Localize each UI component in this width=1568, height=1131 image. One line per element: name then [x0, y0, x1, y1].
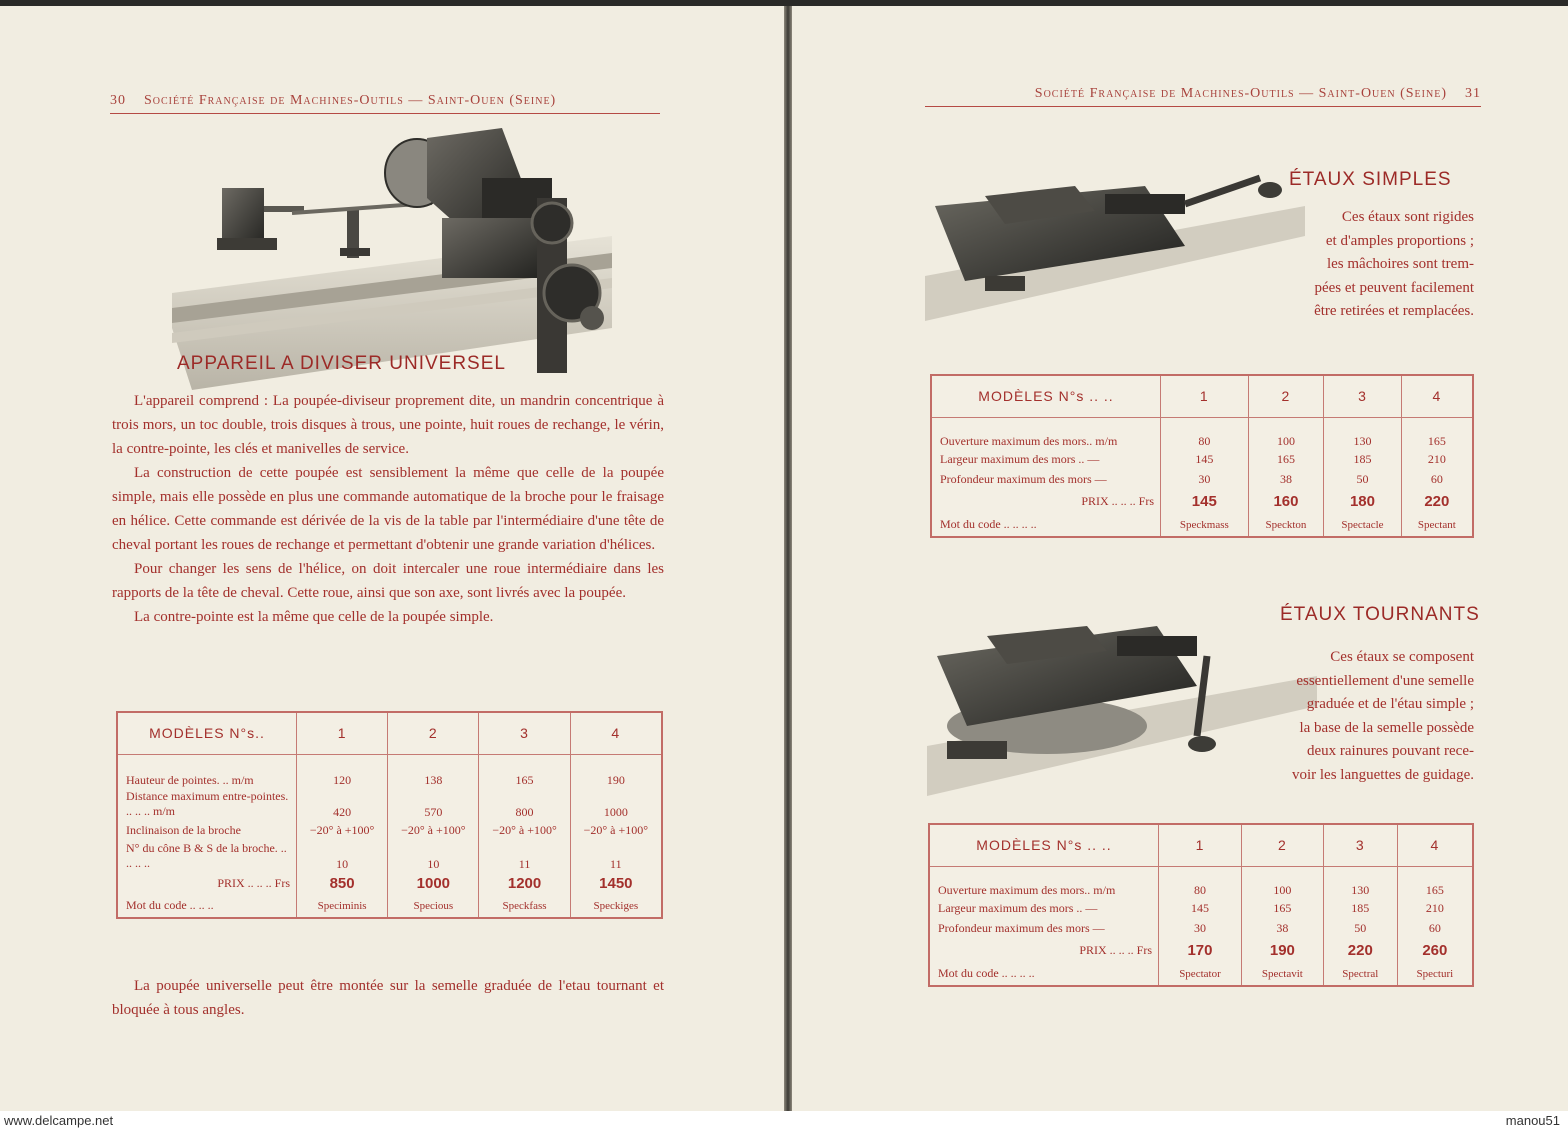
cell: 30: [1159, 918, 1242, 938]
cell: 60: [1397, 918, 1473, 938]
cell: 100: [1241, 866, 1323, 898]
code-word: Speckton: [1248, 513, 1324, 537]
model-number: 1: [1159, 824, 1242, 866]
swivel-vise-text: [1232, 646, 1474, 787]
text-line: Ces étaux se composent: [1330, 649, 1474, 665]
cell: 165: [1248, 449, 1324, 469]
cell: 185: [1324, 449, 1401, 469]
cell: 130: [1324, 417, 1401, 449]
text-line: pées et peuvent facilement: [1314, 279, 1474, 296]
cell: 38: [1248, 469, 1324, 489]
model-number: 3: [1324, 375, 1401, 417]
text-line: Ces étaux sont rigides: [1341, 209, 1474, 225]
cell: 165: [1401, 417, 1473, 449]
code-word: Specious: [388, 894, 479, 918]
cell: 165: [1397, 866, 1473, 898]
code-word: Speckfass: [479, 894, 570, 918]
dividing-head-spec-table: [116, 711, 663, 919]
booklet-spread: [0, 6, 1568, 1111]
cell: 38: [1241, 918, 1323, 938]
row-label: Ouverture maximum des mors.. m/m: [938, 883, 1116, 897]
table-header-label: MODÈLES N°s .. ..: [929, 824, 1159, 866]
cell: 80: [1159, 866, 1242, 898]
cell: 60: [1401, 469, 1473, 489]
model-number: 4: [570, 712, 662, 754]
price: 1200: [479, 872, 570, 894]
code-word: Speciminis: [297, 894, 388, 918]
model-number: 2: [388, 712, 479, 754]
cell: 80: [1161, 417, 1249, 449]
code-word: Speckiges: [570, 894, 662, 918]
paragraph: La contre-pointe est la même que celle de la poupée simple.: [134, 609, 494, 625]
running-title: Société Française de Machines-Outils — Saint-Ouen (Seine): [1034, 86, 1447, 101]
cell: −20° à +100°: [297, 820, 388, 840]
cell: 120: [297, 754, 388, 788]
cell: 145: [1159, 898, 1242, 918]
price-label: PRIX .. .. .. Frs: [1081, 493, 1154, 508]
model-number: 2: [1241, 824, 1323, 866]
price: 145: [1161, 489, 1249, 513]
code-word: Spectacle: [1324, 513, 1401, 537]
text-line: graduée et de l'étau simple ;: [1306, 696, 1474, 712]
model-number: 3: [1323, 824, 1397, 866]
page-number: 31: [1465, 86, 1481, 101]
cell: 165: [479, 754, 570, 788]
price: 190: [1241, 938, 1323, 962]
cell: 210: [1401, 449, 1473, 469]
page-number: 30: [110, 93, 126, 108]
left-page-header: [110, 93, 660, 114]
cell: 130: [1323, 866, 1397, 898]
text-line: voir les languettes de guidage.: [1291, 766, 1474, 783]
model-number: 3: [479, 712, 570, 754]
code-label: Mot du code .. .. .. ..: [938, 966, 1035, 980]
cell: 185: [1323, 898, 1397, 918]
code-label: Mot du code .. .. .. ..: [940, 517, 1037, 531]
price: 180: [1324, 489, 1401, 513]
price-label: PRIX .. .. .. Frs: [1079, 942, 1152, 957]
model-number: 1: [1161, 375, 1249, 417]
footnote-text: [112, 974, 664, 1022]
cell: −20° à +100°: [570, 820, 662, 840]
cell: 420: [297, 788, 388, 820]
book-gutter: [784, 6, 792, 1111]
code-label: Mot du code .. .. ..: [126, 898, 214, 912]
cell: 138: [388, 754, 479, 788]
cell: 10: [388, 840, 479, 872]
dividing-head-photo: [172, 118, 612, 390]
cell: 11: [479, 840, 570, 872]
row-label: N° du cône B & S de la broche. .. .. .. ..: [126, 841, 287, 870]
cell: 570: [388, 788, 479, 820]
code-word: Spectant: [1401, 513, 1473, 537]
model-number: 4: [1397, 824, 1473, 866]
cell: 100: [1248, 417, 1324, 449]
row-label: Distance maximum entre-pointes. .. .. .. m/m: [126, 789, 289, 818]
cell: 50: [1323, 918, 1397, 938]
price: 1450: [570, 872, 662, 894]
cell: −20° à +100°: [388, 820, 479, 840]
watermark-left: www.delcampe.net: [4, 1113, 114, 1128]
section-title-dividing-head: APPAREIL A DIVISER UNIVERSEL: [177, 353, 506, 374]
row-label: Profondeur maximum des mors —: [938, 920, 1105, 935]
text-line: les mâchoires sont trem-: [1326, 256, 1474, 272]
model-number: 1: [297, 712, 388, 754]
code-word: Spectral: [1323, 962, 1397, 986]
row-label: Hauteur de pointes. .. m/m: [126, 773, 254, 787]
cell: 190: [570, 754, 662, 788]
cell: 800: [479, 788, 570, 820]
model-number: 2: [1248, 375, 1324, 417]
table-header-label: MODÈLES N°s .. ..: [931, 375, 1161, 417]
price: 170: [1159, 938, 1242, 962]
footnote: La poupée universelle peut être montée sur la semelle graduée de l'etau tournant et bloquée à tous angles.: [112, 978, 664, 1018]
cell: 210: [1397, 898, 1473, 918]
running-title: Société Française de Machines-Outils — Saint-Ouen (Seine): [144, 93, 557, 108]
cell: 50: [1324, 469, 1401, 489]
text-line: et d'amples proportions ;: [1325, 232, 1474, 249]
section-title-simple-vise: ÉTAUX SIMPLES: [1289, 169, 1452, 190]
description-text: [112, 389, 664, 629]
text-line: essentiellement d'une semelle: [1296, 672, 1474, 689]
text-line: être retirées et remplacées.: [1314, 303, 1474, 319]
price: 1000: [388, 872, 479, 894]
swivel-vise-spec-table: [928, 823, 1474, 987]
cell: 10: [297, 840, 388, 872]
paragraph: La construction de cette poupée est sensiblement la même que celle de la poupée simple, mais elle possède en plus une commande automatique de la broche pour le fraisage en hélice. Cette commande est dérivée de la vis de la table par l'intermédiaire d'une tête de cheval portant les roues de rechange et permettant d'obtenir une grande variation d'hélices.: [112, 465, 664, 553]
row-label: Profondeur maximum des mors —: [940, 471, 1107, 486]
price: 160: [1248, 489, 1324, 513]
price-label: PRIX .. .. .. Frs: [217, 875, 290, 890]
code-word: Speckmass: [1161, 513, 1249, 537]
code-word: Spectavit: [1241, 962, 1323, 986]
row-label: Largeur maximum des mors .. —: [938, 900, 1098, 915]
row-label: Ouverture maximum des mors.. m/m: [940, 434, 1118, 448]
cell: −20° à +100°: [479, 820, 570, 840]
paragraph: Pour changer les sens de l'hélice, on doit intercaler une roue intermédiaire dans les rapports de la tête de cheval. Cette roue, ainsi que son axe, sont livrés avec la poupée.: [112, 561, 664, 601]
code-word: Specturi: [1397, 962, 1473, 986]
model-number: 4: [1401, 375, 1473, 417]
cell: 11: [570, 840, 662, 872]
simple-vise-photo: [925, 166, 1305, 321]
cell: 145: [1161, 449, 1249, 469]
price: 850: [297, 872, 388, 894]
simple-vise-text: [1262, 206, 1474, 324]
paragraph: L'appareil comprend : La poupée-diviseur proprement dite, un mandrin concentrique à trois mors, un toc double, trois disques à trous, une pointe, huit roues de rechange, le vérin, la contre-pointe, les clés et manivelles de service.: [112, 393, 664, 457]
right-page: [792, 6, 1568, 1111]
price: 220: [1323, 938, 1397, 962]
watermark-bar: [0, 1111, 1568, 1131]
table-header-label: MODÈLES N°s..: [117, 712, 297, 754]
row-label: Largeur maximum des mors .. —: [940, 451, 1100, 466]
cell: 165: [1241, 898, 1323, 918]
watermark-right: manou51: [1505, 1113, 1560, 1128]
text-line: deux rainures pouvant rece-: [1306, 743, 1474, 759]
right-page-header: [925, 86, 1481, 107]
section-title-swivel-vise: ÉTAUX TOURNANTS: [1280, 604, 1480, 625]
price: 220: [1401, 489, 1473, 513]
cell: 1000: [570, 788, 662, 820]
code-word: Spectator: [1159, 962, 1242, 986]
left-page: [0, 6, 784, 1111]
cell: 30: [1161, 469, 1249, 489]
price: 260: [1397, 938, 1473, 962]
text-line: la base de la semelle possède: [1299, 719, 1474, 736]
simple-vise-spec-table: [930, 374, 1474, 538]
row-label: Inclinaison de la broche: [126, 822, 241, 837]
